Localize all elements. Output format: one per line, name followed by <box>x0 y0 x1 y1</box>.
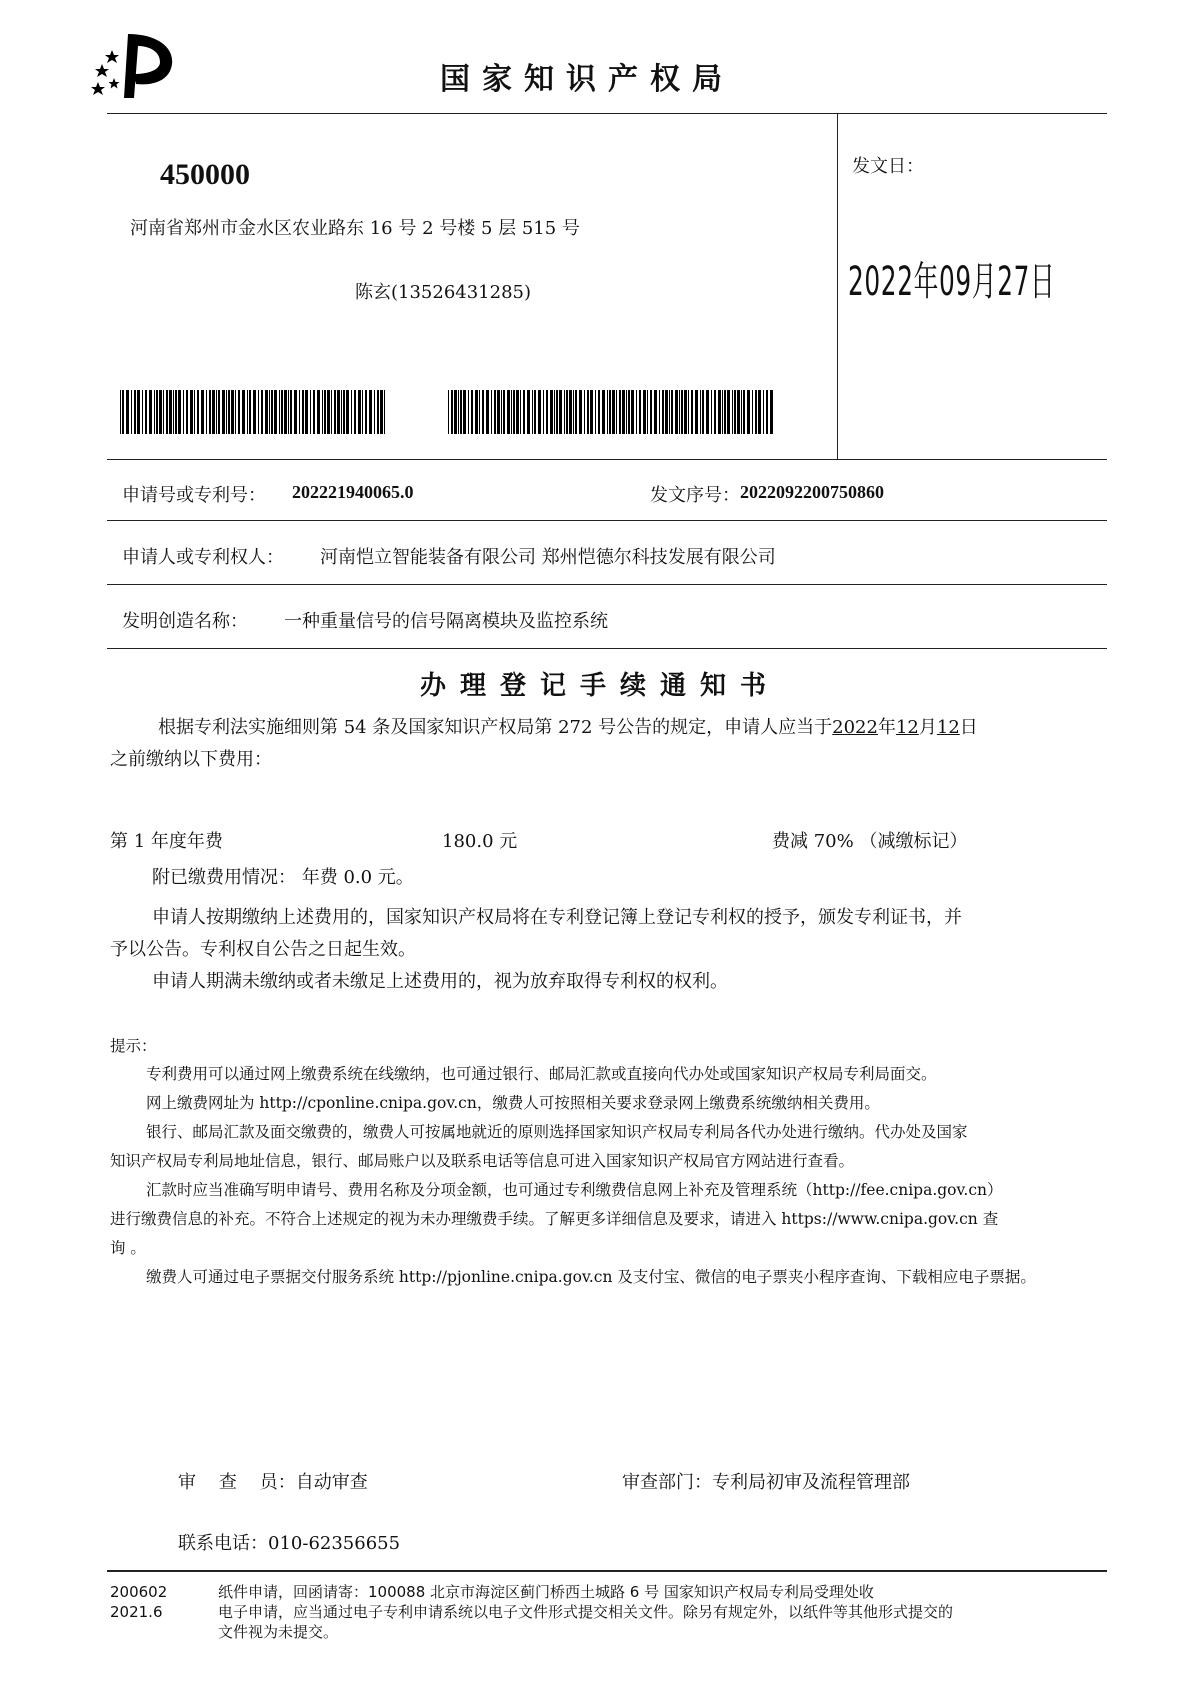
barcode-bar <box>534 390 536 434</box>
barcode-bar <box>178 390 181 434</box>
barcode-bar <box>662 390 664 434</box>
barcode-bar <box>718 390 721 434</box>
barcode-bar <box>734 390 736 434</box>
barcode-bar <box>362 390 363 434</box>
barcode-bar <box>482 390 484 434</box>
barcode-bar <box>463 390 466 434</box>
barcode-left <box>120 390 390 434</box>
date-column-divider <box>837 113 838 459</box>
para1-prefix: 根据专利法实施细则第 54 条及国家知识产权局第 272 号公告的规定，申请人应当于 <box>158 717 833 738</box>
barcode-bar <box>513 390 515 434</box>
barcode-bar <box>520 390 521 434</box>
barcode-bar <box>659 390 660 434</box>
barcode-bar <box>575 390 577 434</box>
barcode-bar <box>532 390 533 434</box>
barcode-bar <box>274 390 277 434</box>
barcode-bar <box>497 390 500 434</box>
barcode-bar <box>327 390 330 434</box>
info-top-divider <box>107 459 1107 460</box>
month-char: 月 <box>918 717 937 738</box>
barcode-bar <box>194 390 195 434</box>
barcode-bar <box>595 390 596 434</box>
barcode-bar <box>616 390 617 434</box>
barcode-bar <box>120 390 121 434</box>
barcode-bar <box>163 390 164 434</box>
barcode-bar <box>587 390 589 434</box>
application-no: 202221940065.0 <box>292 482 414 502</box>
barcode-bar <box>156 390 158 434</box>
barcode-bar <box>173 390 174 434</box>
barcode-bar <box>258 390 259 434</box>
barcode-bar <box>732 390 733 434</box>
barcode-bar <box>231 390 234 434</box>
para2-line1: 申请人按期缴纳上述费用的，国家知识产权局将在专利登记簿上登记专利权的授予，颁发专利证书，并 <box>152 907 962 928</box>
barcode-bar <box>247 390 248 434</box>
barcode-bar <box>602 390 605 434</box>
serial-no: 2022092200750860 <box>740 482 884 502</box>
barcode-bar <box>468 390 469 434</box>
barcode-bar <box>612 390 615 434</box>
barcode-bar <box>471 390 473 434</box>
info-bottom-divider <box>107 648 1107 649</box>
barcode-bar <box>501 390 502 434</box>
fee-reduction: 费减 70% （减缴标记） <box>772 831 968 852</box>
fee-amount: 180.0 元 <box>442 831 518 852</box>
barcode-bar <box>636 390 637 434</box>
para3: 申请人期满未缴纳或者未缴足上述费用的，视为放弃取得专利权的权利。 <box>152 971 728 992</box>
recipient-contact: 陈玄(13526431285) <box>355 282 532 303</box>
barcode-bar <box>607 390 608 434</box>
barcode-bar <box>279 390 280 434</box>
barcode-bar <box>175 390 177 434</box>
barcode-bar <box>448 390 449 434</box>
year-char: 年 <box>877 717 896 738</box>
form-version: 2021.6 <box>110 1603 163 1621</box>
barcode-bar <box>550 390 553 434</box>
barcode-bar <box>523 390 525 434</box>
deadline-year: 2022 <box>832 717 878 738</box>
fee-item: 第 1 年度年费 <box>110 831 223 852</box>
dispatch-date: 2022年09月27日 <box>848 259 1056 305</box>
barcode-bar <box>206 390 207 434</box>
barcode-bar <box>702 390 704 434</box>
barcode-bar <box>183 390 184 434</box>
header-divider <box>107 113 1107 114</box>
serial-no-label: 发文序号： <box>650 485 740 506</box>
barcode-bar <box>126 390 129 434</box>
barcode-bar <box>538 390 541 434</box>
barcode-bar <box>197 390 199 434</box>
barcode-bar <box>763 390 764 434</box>
barcode-bar <box>238 390 240 434</box>
barcode-bar <box>752 390 753 434</box>
deadline-month: 12 <box>895 717 919 738</box>
recipient-address: 河南省郑州市金水区农业路东 16 号 2 号楼 5 层 515 号 <box>130 218 580 239</box>
barcode-bar <box>758 390 761 434</box>
applicant-label: 申请人或专利权人： <box>122 547 284 568</box>
barcode-bar <box>190 390 193 434</box>
cnipa-logo <box>88 28 188 100</box>
barcode-bar <box>695 390 698 434</box>
barcode-bar <box>527 390 530 434</box>
postcode: 450000 <box>160 158 250 191</box>
barcode-bar <box>269 390 270 434</box>
barcode-bar <box>369 390 372 434</box>
barcode-bar <box>159 390 162 434</box>
tips-block <box>110 1060 1120 1292</box>
barcode-bar <box>679 390 680 434</box>
barcode-bar <box>700 390 701 434</box>
para2-line2: 予以公告。专利权自公告之日起生效。 <box>110 939 416 960</box>
barcode-bar <box>639 390 641 434</box>
info-divider-2 <box>107 584 1107 585</box>
barcode-bar <box>346 390 349 434</box>
examining-department: 审查部门：专利局初审及流程管理部 <box>622 1472 910 1493</box>
barcode-bar <box>284 390 287 434</box>
tips-label: 提示： <box>110 1037 157 1055</box>
barcode-bar <box>688 390 689 434</box>
barcode-bar <box>228 390 230 434</box>
tip-line-5: 缴费人可通过电子票据交付服务系统 http://pjonline.cnipa.gov.cn 及支付宝、微信的电子票夹小程序查询、下载相应电子票据。 <box>146 1268 1036 1286</box>
barcode-bar <box>691 390 693 434</box>
barcode-bar <box>377 390 379 434</box>
barcode-bar <box>324 390 326 434</box>
barcode-bar <box>341 390 342 434</box>
barcode-bar <box>122 390 124 434</box>
barcode-bar <box>343 390 345 434</box>
info-divider-1 <box>107 520 1107 521</box>
barcode-bar <box>491 390 492 434</box>
barcode-bar <box>511 390 512 434</box>
barcode-bar <box>302 390 304 434</box>
barcode-bar <box>559 390 562 434</box>
barcode-bar <box>451 390 453 434</box>
barcode-bar <box>598 390 600 434</box>
barcode-bar <box>766 390 768 434</box>
notice-paragraph-1 <box>110 712 1110 776</box>
barcode-bar <box>242 390 245 434</box>
tip-line-3a: 银行、邮局汇款及面交缴费的，缴费人可按属地就近的原则选择国家知识产权局专利局各代办处进行缴纳。代办处及国家 <box>146 1123 968 1141</box>
barcode-bar <box>724 390 726 434</box>
notice-paragraph-2 <box>110 902 1120 998</box>
application-no-label: 申请号或专利号： <box>122 485 266 506</box>
barcode-bar <box>334 390 336 434</box>
barcode-bar <box>265 390 268 434</box>
barcode-bar <box>654 390 657 434</box>
footer-divider <box>107 1570 1107 1572</box>
barcode-bar <box>494 390 496 434</box>
barcode-bar <box>358 390 361 434</box>
barcode-bar <box>569 390 572 434</box>
barcode-bar <box>337 390 340 434</box>
barcode-bar <box>566 390 568 434</box>
form-code: 200602 <box>110 1583 168 1601</box>
barcode-bar <box>331 390 332 434</box>
footer-line-1: 纸件申请，回函请寄：100088 北京市海淀区蓟门桥西土城路 6 号 国家知识产权局专利局受理处收 <box>218 1583 874 1601</box>
barcode-bar <box>288 390 289 434</box>
barcode-bar <box>579 390 582 434</box>
tip-line-4c: 询 。 <box>110 1239 146 1257</box>
tip-line-2: 网上缴费网址为 http://cponline.cnipa.gov.cn，缴费人可按照相关要求登录网上缴费系统缴纳相关费用。 <box>146 1094 880 1112</box>
barcode-bar <box>584 390 585 434</box>
barcode-bar <box>299 390 300 434</box>
barcode-bar <box>737 390 740 434</box>
barcode-bar <box>681 390 683 434</box>
barcode-bar <box>554 390 555 434</box>
applicant: 河南恺立智能装备有限公司 郑州恺德尔科技发展有限公司 <box>320 547 776 568</box>
barcode-bar <box>271 390 273 434</box>
tip-line-4b: 进行缴费信息的补充。不符合上述规定的视为未办理缴费手续。了解更多详细信息及要求，请进入 https://www.cnipa.gov.cn 查 <box>110 1210 999 1228</box>
barcode-bar <box>365 390 367 434</box>
barcode-bar <box>564 390 565 434</box>
barcode-bar <box>590 390 593 434</box>
deadline-day: 12 <box>936 717 960 738</box>
tip-line-4a: 汇款时应当准确写明申请号、费用名称及分项金额，也可通过专利缴费信息网上补充及管理系统（http://fee.cnipa.gov.cn） <box>146 1181 1003 1199</box>
barcode-bar <box>458 390 459 434</box>
barcode-bar <box>281 390 283 434</box>
barcode-bar <box>770 390 773 434</box>
barcode-bar <box>622 390 625 434</box>
barcode-bar <box>186 390 188 434</box>
barcode-bar <box>628 390 630 434</box>
barcode-bar <box>609 390 611 434</box>
barcode-bar <box>294 390 297 434</box>
barcode-bar <box>226 390 227 434</box>
barcode-bar <box>212 390 215 434</box>
day-char: 日 <box>959 717 978 738</box>
barcode-bar <box>479 390 480 434</box>
barcode-bar <box>475 390 478 434</box>
barcode-bar <box>261 390 263 434</box>
barcode-bar <box>317 390 320 434</box>
dispatch-date-label: 发文日： <box>852 156 924 177</box>
barcode-bar <box>503 390 505 434</box>
office-title: 国家知识产权局 <box>440 62 734 97</box>
examiner: 审 查 员：自动审查 <box>178 1472 368 1493</box>
barcode-bar <box>727 390 730 434</box>
barcode-bar <box>384 390 385 434</box>
barcode-bar <box>631 390 634 434</box>
barcode-bar <box>249 390 251 434</box>
barcode-bar <box>322 390 323 434</box>
barcode-bar <box>374 390 375 434</box>
notice-title: 办理登记手续通知书 <box>419 671 780 701</box>
barcode-bar <box>546 390 548 434</box>
barcode-bar <box>543 390 544 434</box>
invention-name: 一种重量信号的信号隔离模块及监控系统 <box>284 611 608 632</box>
barcode-bar <box>454 390 457 434</box>
footer-line-3: 文件视为未提交。 <box>218 1623 339 1641</box>
barcode-right <box>448 390 778 434</box>
barcode-bar <box>137 390 140 434</box>
barcode-bar <box>722 390 723 434</box>
barcode-bar <box>665 390 668 434</box>
tip-line-1: 专利费用可以通过网上缴费系统在线缴纳，也可通过银行、邮局汇款或直接向代办处或国家知识产权局专利局面交。 <box>146 1065 937 1083</box>
paid-status: 附已缴费用情况： 年费 0.0 元。 <box>152 867 414 888</box>
barcode-bar <box>149 390 152 434</box>
barcode-bar <box>169 390 172 434</box>
barcode-bar <box>380 390 383 434</box>
barcode-bar <box>460 390 462 434</box>
barcode-bar <box>235 390 236 434</box>
tip-line-3b: 知识产权局专利局地址信息，银行、邮局账户以及联系电话等信息可进入国家知识产权局官方网站进行查看。 <box>110 1152 855 1170</box>
barcode-bar <box>131 390 132 434</box>
barcode-bar <box>507 390 510 434</box>
barcode-bar <box>650 390 652 434</box>
barcode-bar <box>351 390 352 434</box>
barcode-bar <box>743 390 745 434</box>
contact-phone: 联系电话：010-62356655 <box>178 1533 401 1554</box>
barcode-bar <box>216 390 217 434</box>
barcode-bar <box>222 390 225 434</box>
barcode-bar <box>619 390 621 434</box>
barcode-bar <box>755 390 757 434</box>
barcode-bar <box>643 390 646 434</box>
barcode-bar <box>626 390 627 434</box>
barcode-bar <box>573 390 574 434</box>
barcode-bar <box>305 390 308 434</box>
barcode-bar <box>556 390 558 434</box>
barcode-bar <box>313 390 315 434</box>
para1-line2: 之前缴纳以下费用： <box>110 749 272 770</box>
barcode-bar <box>711 390 712 434</box>
barcode-bar <box>201 390 204 434</box>
barcode-bar <box>706 390 709 434</box>
barcode-bar <box>714 390 716 434</box>
barcode-bar <box>671 390 673 434</box>
barcode-bar <box>354 390 356 434</box>
barcode-bar <box>741 390 742 434</box>
barcode-bar <box>647 390 648 434</box>
footer-text <box>218 1582 1118 1642</box>
barcode-bar <box>516 390 519 434</box>
barcode-bar <box>142 390 143 434</box>
barcode-bar <box>134 390 136 434</box>
barcode-bar <box>218 390 220 434</box>
barcode-bar <box>675 390 678 434</box>
barcode-bar <box>486 390 489 434</box>
barcode-bar <box>166 390 168 434</box>
barcode-bar <box>310 390 311 434</box>
barcode-bar <box>253 390 256 434</box>
barcode-bar <box>669 390 670 434</box>
barcode-bar <box>290 390 292 434</box>
barcode-bar <box>747 390 750 434</box>
barcode-bar <box>684 390 687 434</box>
barcode-bar <box>145 390 147 434</box>
barcode-bar <box>209 390 211 434</box>
invention-label: 发明创造名称： <box>122 611 248 632</box>
footer-line-2: 电子申请，应当通过电子专利申请系统以电子文件形式提交相关文件。除另有规定外，以纸件等其他形式提交的 <box>218 1603 954 1621</box>
barcode-bar <box>154 390 155 434</box>
